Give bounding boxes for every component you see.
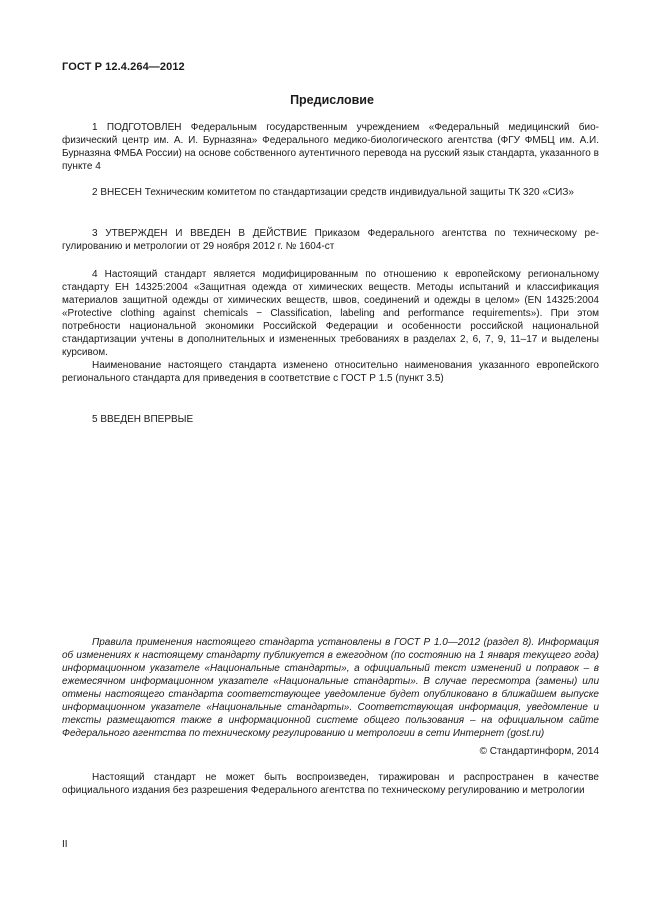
preface-item-4-name-note: Наименование настоящего стандарта изменено относительно наименования указанного европейского регионального стандарта для приведения в соответствие с ГОСТ Р 1.5 (пункт 3.5) <box>62 360 599 384</box>
copyright: © Стандартинформ, 2014 <box>479 746 599 757</box>
standard-code-header: ГОСТ Р 12.4.264—2012 <box>62 61 185 73</box>
reproduction-notice: Настоящий стандарт не может быть воспроизведен, тиражирован и распространен в качестве официального издания без разрешения Федерального агентства по техническому регулированию и метрологии <box>62 772 599 796</box>
section-title: Предисловие <box>290 93 374 107</box>
page-number: II <box>62 839 68 850</box>
rules-note: Правила применения настоящего стандарта установлены в ГОСТ Р 1.0—2012 (раздел 8). Информация об изменениях к настоящему стандарту публикуется в ежегодном (по состоянию на 1 января текущего года) информационном указателе «Национальные стандарты», а официальный текст изменений и поправок – в ежемесячном информационном указателе «Национальные стандарты». В случае пересмотра (замены) или отмены настоящего стандарта соответствующее уведомление будет опубликовано в ближайшем выпуске информационном указателе «Национальные стандарты». Соответствующая информация, уведомление и тексты размещаются также в информационной системе общего пользования – на официальном сайте Федерального агентства по техническому регулированию и метрологии в сети Интернет (gost.ru) <box>62 637 599 739</box>
preface-item-2: 2 ВНЕСЕН Техническим комитетом по стандартизации средств индивидуальной защиты ТК 320 «СИЗ» <box>92 187 574 198</box>
preface-item-4: 4 Настоящий стандарт является модифицированным по отношению к европейскому региональному стандарту ЕН 14325:2004 «Защитная одежда от химических веществ. Методы испытаний и классификация материалов защитной одежды от химических веществ, швов, соединений и одежды в целом» (EN 14325:2004 «Protective clothing against chemicals − Classification, labeling and performance requirements»). При этом потребности национальной экономики Российской Федерации и особенности российской национальной стандартизации учтены в дополнительных и измененных требованиях в разделах 2, 6, 7, 9, 11–17 и выделены курсивом. <box>62 269 599 358</box>
preface-item-3: 3 УТВЕРЖДЕН И ВВЕДЕН В ДЕЙСТВИЕ Приказом Федерального агентства по техническому регулированию и метрологии от 29 ноября 2012 г. № 1604-ст <box>62 228 599 252</box>
preface-item-1: 1 ПОДГОТОВЛЕН Федеральным государственным учреждением «Федеральный медицинский биофизический центр им. А. И. Бурназяна» Федерального медико-биологического агентства (ФГУ ФМБЦ им. А.И. Бурназяна ФМБА России) на основе собственного аутентичного перевода на русский язык стандарта, указанного в пункте 4 <box>62 122 599 172</box>
preface-item-5: 5 ВВЕДЕН ВПЕРВЫЕ <box>92 414 194 425</box>
